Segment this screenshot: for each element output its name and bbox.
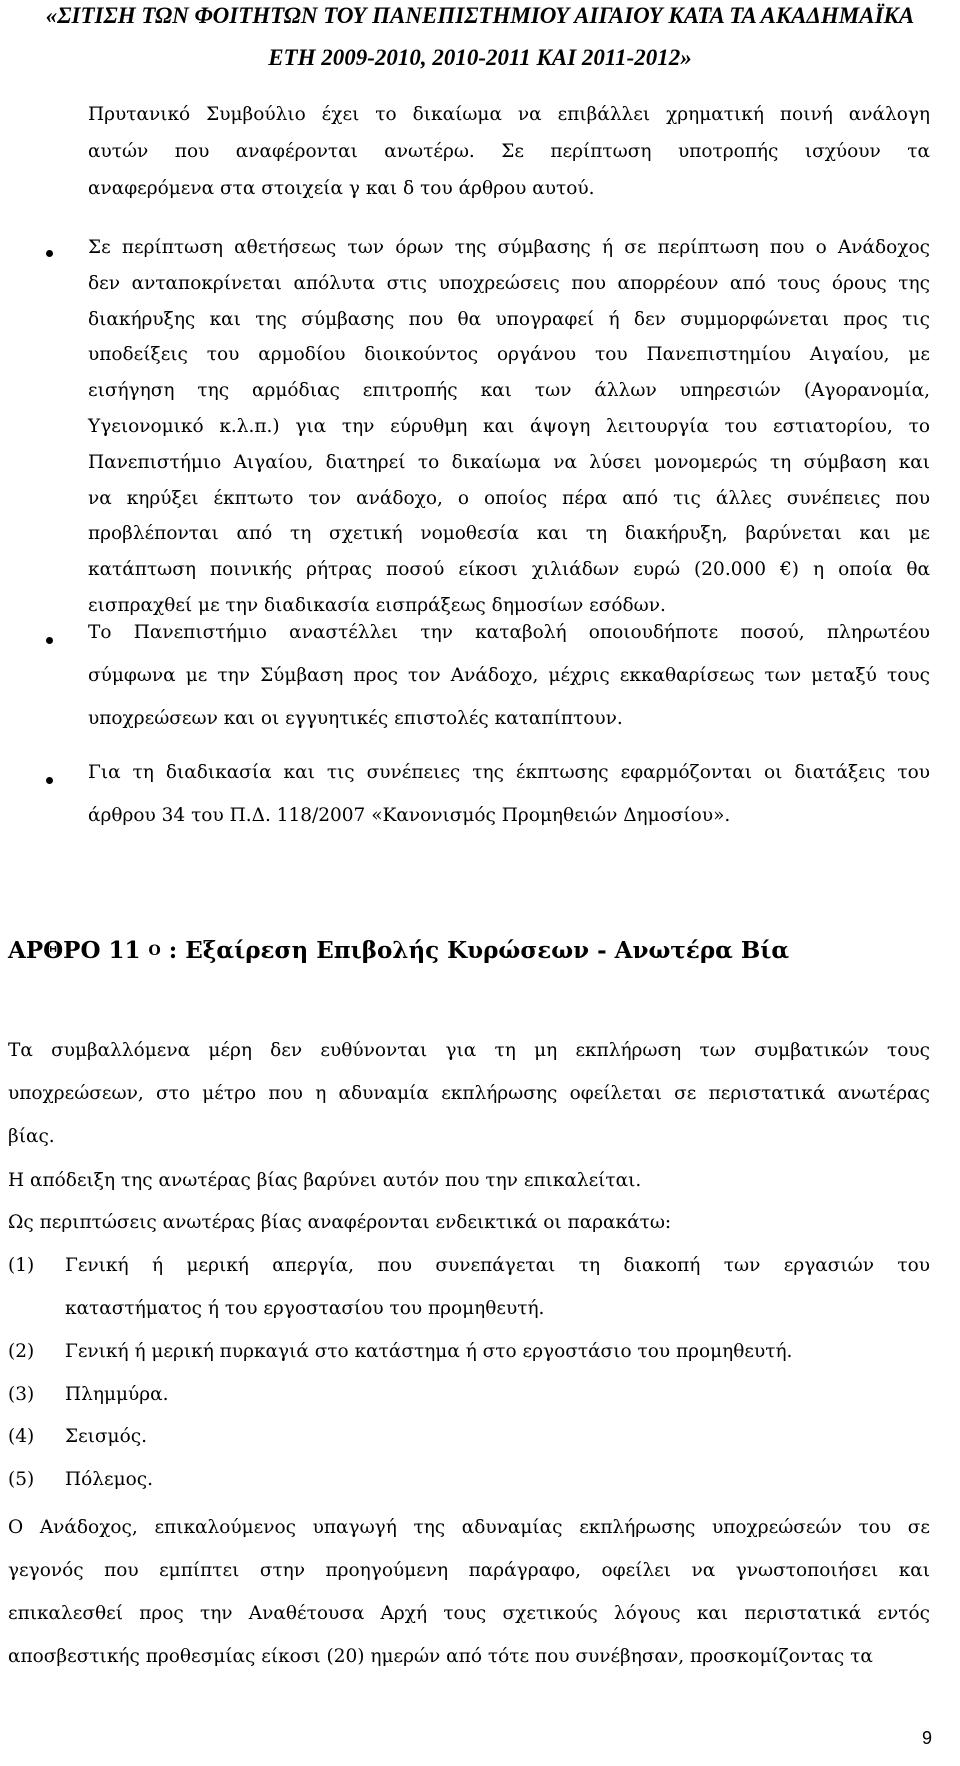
bullet-icon bbox=[46, 777, 53, 784]
article-title: : Εξαίρεση Επιβολής Κυρώσεων - Ανωτέρα Βία bbox=[160, 937, 790, 964]
document-page: «ΣΙΤΙΣΗ ΤΩΝ ΦΟΙΤΗΤΩΝ ΤΟΥ ΠΑΝΕΠΙΣΤΗΜΙΟΥ ΑΙΓΑΙΟΥ ΚΑΤΑ ΤΑ ΑΚΑΔΗΜΑΪΚΑ ΕΤΗ 2009-2010, 2010-2011 ΚΑΙ 2011-2012» Πρυτανικό Συμβούλιο έχει το δικαίωμα να επιβάλλει χρηματική ποινή ανάλογη αυτών που αναφέρονται ανωτέρω. Σε περίπτωση υποτροπής ισχύουν τα αναφερόμενα στα στοιχεία γ και δ του άρθρου αυτού. Σε περίπτωση αθετήσεως των όρων της σύμβασης ή σε περίπτωση που ο Ανάδοχος δεν ανταποκρίνεται απόλυτα στις υποχρεώσεις που απορρέουν από τους όρους της διακήρυξης και της σύμβασης που θα υπογραφεί ή δεν συμμορφώνεται προς τις υποδείξεις του αρμοδίου διοικούντος οργάνου του Πανεπιστημίου Αιγαίου, με εισήγηση της αρμόδιας επιτροπής και των άλλων υπηρεσιών (Αγορανομία, Υγειονομικό κ.λ.π.) για την εύρυθμη και άψογη λειτουργία του εστιατορίου, το Πανεπιστήμιο Αιγαίου, διατηρεί το δικαίωμα να λύσει μονομερώς τη σύμβαση και να κηρύξει έκπτωτο τον ανάδοχο, ο οποίος πέρα από τις άλλες συνέπειες που προβλέπονται από τη σχετική νομοθεσία και τη διακήρυξη, βαρύνεται και με κατάπτωση ποινικής ρήτρας ποσού είκοσι χιλιάδων ευρώ (20.000 €) η οποία θα εισπραχθεί με την διαδικασία εισπράξεως δημοσίων εσόδων. Το Πανεπιστήμιο αναστέλλει την καταβολή οποιουδήποτε ποσού, πληρωτέου σύμφωνα με την Σύμβαση προς τον Ανάδοχο, μέχρις εκκαθαρίσεως των μεταξύ τους υποχρεώσεων και οι εγγυητικές επιστολές καταπίπτουν. Για τη διαδικασία και τις συνέπειες της έκπτωσης εφαρμόζονται οι διατάξεις του άρθρου 34 του Π.Δ. 118/2007 «Κανονισμός Προμηθειών Δημοσίου». ΑΡΘΡΟ 11 $^O$ : Εξαίρεση Επιβολής Κυρώσεων - Ανωτέρα Βία Τα συμβαλλόμενα μέρη δεν ευθύνονται για τη μη εκπλήρωση των συμβατικών τους υποχρεώσεων, στο μέτρο που η αδυναμία εκπλήρωσης οφείλεται σε περιστατικά ανωτέρας βίας. Η απόδειξη της ανωτέρας βίας βαρύνει αυτόν που την επικαλείται. Ως περιπτώσεις ανωτέρας βίας αναφέρονται ενδεικτικά οι παρακάτω: (1) Γενική ή μερική απεργία, που συνεπάγεται τη διακοπή των εργασιών του καταστήματος ή του εργοστασίου του προμηθευτή. (2) Γενική ή μερική πυρκαγιά στο κατάστημα ή στο εργοστάσιο του προμηθευτή. (3) Πλημμύρα. (4) Σεισμός. (5) Πόλεμος. Ο Ανάδοχος, επικαλούμενος υπαγωγή της αδυναμίας εκπλήρωσης υποχρεώσεών του σε γεγονός που εμπίπτει στην προηγούμενη παράγραφο, οφείλει να γνωστοποιήσει και επικαλεσθεί προς την Αναθέτουσα Αρχή τους σχετικούς λόγους και περιστατικά εντός αποσβεστικής προθεσμίας είκοσι (20) ημερών από τότε που συνέβησαν, προσκομίζοντας τα 9 bbox=[0, 0, 960, 1766]
article-prefix: ΑΡΘΡΟ 11 bbox=[8, 937, 141, 964]
header-title-line1: «ΣΙΤΙΣΗ ΤΩΝ ΦΟΙΤΗΤΩΝ ΤΟΥ ΠΑΝΕΠΙΣΤΗΜΙΟΥ ΑΙΓΑΙΟΥ ΚΑΤΑ ΤΑ ΑΚΑΔΗΜΑΪΚΑ bbox=[45, 3, 915, 28]
bullet-icon bbox=[46, 637, 53, 644]
list-item-number: (1) bbox=[8, 1255, 35, 1276]
header-title-line2: ΕΤΗ 2009-2010, 2010-2011 ΚΑΙ 2011-2012» bbox=[268, 45, 692, 70]
article-sup: Ο bbox=[148, 943, 161, 959]
list-item-number: (3) bbox=[8, 1384, 35, 1405]
list-item-number: (2) bbox=[8, 1341, 35, 1362]
list-item-number: (4) bbox=[8, 1426, 35, 1447]
list-item-number: (5) bbox=[8, 1469, 35, 1490]
page-number: 9 bbox=[921, 1728, 932, 1748]
bullet-icon bbox=[46, 250, 53, 257]
article-heading bbox=[8, 937, 789, 964]
